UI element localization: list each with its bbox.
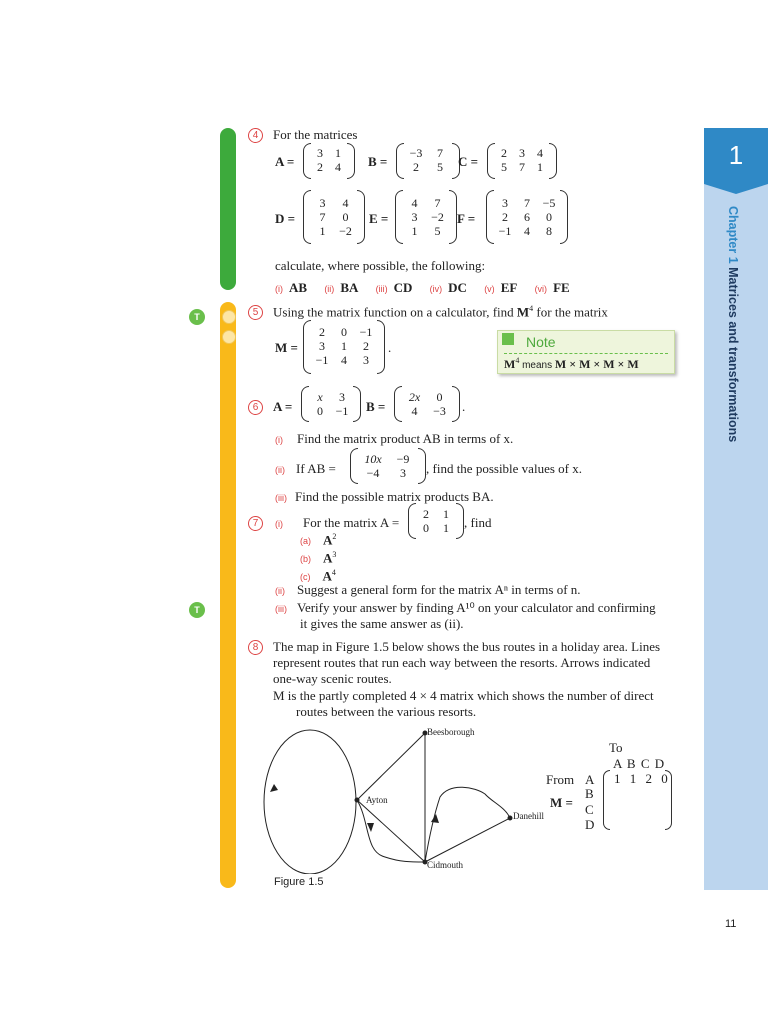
cell: 2x [408, 390, 421, 404]
node-d [508, 816, 513, 821]
part-text: Verify your answer by finding A¹⁰ on your calculator and confirming [297, 600, 656, 615]
row-label-c: C [585, 802, 594, 817]
cell: 0 [423, 521, 429, 535]
part-text: BA [340, 280, 359, 295]
paren [487, 143, 495, 179]
q7-part-3b: it gives the same answer as (ii). [300, 616, 464, 631]
note-box [497, 330, 675, 374]
matrix-name: C = [458, 154, 479, 169]
question-number: 5 [248, 305, 263, 320]
matrix-a [311, 146, 347, 174]
cell: 1 [341, 339, 347, 353]
cell: −3 [409, 146, 423, 160]
matrix-name: A = [273, 399, 293, 414]
cell: 8 [546, 224, 552, 238]
matrix-a6 [309, 390, 353, 418]
cell: −1 [335, 404, 349, 418]
part-number: (v) [484, 284, 495, 294]
route-cd [425, 818, 510, 862]
cell: 0 [546, 210, 552, 224]
chapter-heading [726, 206, 740, 442]
question-number: 6 [248, 400, 263, 415]
paren [301, 386, 309, 422]
paren [408, 503, 416, 539]
q8-line-1: The map in Figure 1.5 below shows the bus routes in a holiday area. Lines [273, 639, 661, 654]
part-text: Suggest a general form for the matrix Aⁿ in terms of n. [297, 582, 581, 597]
q8-line-3: one-way scenic routes. [273, 671, 392, 686]
cell: 0 [342, 210, 349, 224]
matrix-b [404, 146, 452, 174]
part-number: (ii) [324, 284, 335, 294]
sub-sup: 3 [332, 550, 337, 559]
part-number: (i) [275, 519, 283, 529]
note-m: M [504, 357, 516, 371]
chapter-sidebar [704, 128, 768, 890]
cell: 1 [443, 507, 449, 521]
cell: 7 [524, 196, 530, 210]
place-cidmouth: Cidmouth [427, 860, 464, 870]
matrix-ab [358, 452, 418, 480]
to-label: To [609, 740, 623, 755]
cell: 4 [411, 196, 418, 210]
cell: 4 [341, 353, 347, 367]
cell: −1 [359, 325, 373, 339]
matrix-c [495, 146, 549, 174]
cell: x [317, 390, 323, 404]
cell: 7 [434, 196, 441, 210]
cell: 3 [363, 353, 369, 367]
matrix-name: E = [369, 211, 389, 226]
column-labels: A B C D [613, 756, 666, 771]
figure-caption: Figure 1.5 [274, 876, 324, 888]
q8-line-4: M is the partly completed 4 × 4 matrix which shows the number of direct [273, 688, 654, 703]
q8-line-5: routes between the various resorts. [296, 704, 477, 719]
cell: 3 [319, 196, 326, 210]
q6-part-2 [275, 461, 336, 477]
question-number: 8 [248, 640, 263, 655]
page-number: 11 [725, 918, 737, 930]
t-badge: T [189, 309, 205, 325]
sub-text: A [322, 568, 332, 584]
cell: 3 [411, 210, 418, 224]
part-text: DC [448, 280, 467, 295]
question-number: 7 [248, 516, 263, 531]
matrix-name: A = [275, 154, 295, 169]
chapter-prefix: Chapter 1 [726, 206, 740, 264]
paren [357, 190, 365, 244]
matrix-f [494, 196, 560, 238]
question-number: 4 [248, 128, 263, 143]
paren [395, 190, 403, 244]
part-text: Find the possible matrix products BA. [295, 489, 494, 504]
bus-route-map [260, 722, 520, 874]
cell: 2 [317, 160, 323, 174]
cell: 0 [317, 404, 323, 418]
paren [303, 190, 311, 244]
cell: 1 [443, 521, 449, 535]
node-a [355, 798, 360, 803]
q4-instruction: calculate, where possible, the following: [275, 258, 486, 273]
cell: 1 [537, 160, 543, 174]
q4-intro: For the matrices [273, 127, 358, 142]
cell: 2 [501, 146, 507, 160]
matrix-name: M = [275, 340, 298, 355]
cell: −2 [431, 210, 444, 224]
note-product: M × M × M × M [554, 357, 639, 371]
q5-text-c: for the matrix [533, 304, 608, 320]
row-label-b: B [585, 786, 594, 801]
q5-sup: 4 [529, 304, 534, 313]
t-badge: T [189, 602, 205, 618]
paren [418, 448, 426, 484]
paren [603, 770, 610, 830]
paren [347, 143, 355, 179]
part-text: FE [553, 280, 570, 295]
part-text: AB [289, 280, 308, 295]
cell: 0 [341, 325, 347, 339]
matrix-m [311, 325, 377, 367]
difficulty-dot [222, 330, 236, 344]
sub-text: A [323, 532, 333, 548]
loop-route [264, 730, 356, 874]
note-means: means [519, 360, 555, 371]
paren [396, 143, 404, 179]
row-label-d: D [585, 817, 595, 832]
paren [456, 503, 464, 539]
place-danehill: Danehill [513, 811, 544, 821]
matrix-e [403, 196, 449, 238]
cell: 1 [411, 224, 418, 238]
sub-number: (a) [300, 536, 311, 547]
paren [452, 386, 460, 422]
matrix-a7 [416, 507, 456, 535]
part-number: (ii) [275, 586, 285, 596]
section-bar-orange [220, 302, 236, 888]
paren [353, 386, 361, 422]
paren [350, 448, 358, 484]
cell: 4 [524, 224, 530, 238]
part-text: For the matrix A = [303, 515, 400, 530]
row-label-a: A [585, 772, 595, 787]
cell: 10x [364, 452, 382, 466]
q7-part-3 [275, 600, 656, 616]
q6-part-3 [275, 489, 494, 505]
cell: 7 [319, 210, 326, 224]
part-text: Find the matrix product AB in terms of x. [297, 431, 514, 446]
matrix-name: F = [457, 211, 476, 226]
cell: 2 [363, 339, 369, 353]
q6-part-2b: , find the possible values of x. [426, 461, 582, 476]
cell: −4 [366, 466, 380, 480]
q6-part-1 [275, 431, 513, 447]
difficulty-dot [222, 310, 236, 324]
q5-text-b: M [516, 304, 530, 320]
cell: 4 [411, 404, 418, 418]
cell: −2 [339, 224, 352, 238]
cell: −3 [433, 404, 446, 418]
note-body [504, 356, 639, 372]
note-divider [504, 353, 668, 354]
part-number: (i) [275, 284, 283, 294]
part-text: If AB = [296, 461, 336, 476]
q8-line-2: represent routes that run each way between the resorts. Arrows indicated [273, 655, 651, 670]
cell: 0 [436, 390, 443, 404]
sub-sup: 2 [332, 532, 337, 541]
chapter-number: 1 [704, 128, 768, 184]
matrix-name: B = [366, 399, 386, 414]
cell: 4 [335, 160, 341, 174]
matrix-name: D = [275, 211, 296, 226]
cell: 7 [437, 146, 443, 160]
cell: −5 [542, 196, 556, 210]
cell: 2 [319, 325, 325, 339]
cell: 2 [423, 507, 429, 521]
paren [560, 190, 568, 244]
q5-text-a: Using the matrix function on a calculator, find [273, 304, 517, 320]
cell: 3 [317, 146, 323, 160]
paren [394, 386, 402, 422]
part-number: (iii) [375, 284, 388, 294]
q7-sub-a [300, 532, 336, 548]
route-ab [357, 733, 425, 800]
part-number: (vi) [534, 284, 548, 294]
cell: 1 [335, 146, 341, 160]
part-number: (ii) [275, 465, 285, 475]
q5-period: . [388, 340, 392, 355]
note-title: Note [526, 334, 556, 350]
matrix-m-label: M = [550, 795, 573, 810]
matrix-b6 [402, 390, 452, 418]
matrix-name: B = [368, 154, 388, 169]
cell: 5 [437, 160, 443, 174]
cell: 3 [502, 196, 508, 210]
q4-parts [275, 280, 570, 296]
note-sup: 4 [515, 356, 520, 365]
cell: 1 [319, 224, 326, 238]
part-text: CD [393, 280, 413, 295]
paren [377, 320, 385, 374]
cell: −1 [498, 224, 512, 238]
paren [303, 320, 311, 374]
place-ayton: Ayton [366, 795, 388, 805]
cell: 3 [519, 146, 525, 160]
cell: 4 [537, 146, 543, 160]
sub-number: (b) [300, 554, 311, 565]
part-number: (iv) [429, 284, 443, 294]
from-label: From [546, 772, 575, 787]
paren [549, 143, 557, 179]
cell: 7 [519, 160, 525, 174]
sub-sup: 4 [331, 568, 336, 577]
q7-part-1 [275, 515, 399, 531]
part-number: (iii) [275, 493, 287, 503]
paren [449, 190, 457, 244]
cell: −9 [396, 452, 410, 466]
cell: 6 [524, 210, 530, 224]
paren [486, 190, 494, 244]
sub-number: (c) [300, 572, 311, 583]
sub-text: A [323, 550, 333, 566]
cell: 3 [319, 339, 325, 353]
part-text: EF [500, 280, 518, 295]
q7-sub-b [300, 550, 336, 566]
cell: 5 [501, 160, 507, 174]
chapter-title: Matrices and transformations [726, 267, 740, 443]
paren [303, 143, 311, 179]
cell: 3 [400, 466, 406, 480]
section-bar-green [220, 128, 236, 290]
q7-part-2 [275, 582, 581, 598]
part-number: (iii) [275, 604, 287, 614]
part-number: (i) [275, 435, 283, 445]
cell: −1 [315, 353, 329, 367]
cell: 2 [413, 160, 419, 174]
cell: 4 [342, 196, 349, 210]
paren [665, 770, 672, 830]
note-flag-icon [502, 333, 514, 345]
matrix-d [311, 196, 357, 238]
matrix-row-a: 1 1 2 0 [614, 771, 671, 786]
q5-text [273, 304, 608, 320]
arrow-icon [367, 823, 374, 832]
arrow-icon [270, 784, 278, 792]
q6-period: . [462, 399, 466, 414]
cell: 3 [339, 390, 345, 404]
place-beesborough: Beesborough [427, 727, 475, 737]
cell: 5 [434, 224, 441, 238]
cell: 2 [502, 210, 508, 224]
q7-find: , find [464, 515, 492, 530]
